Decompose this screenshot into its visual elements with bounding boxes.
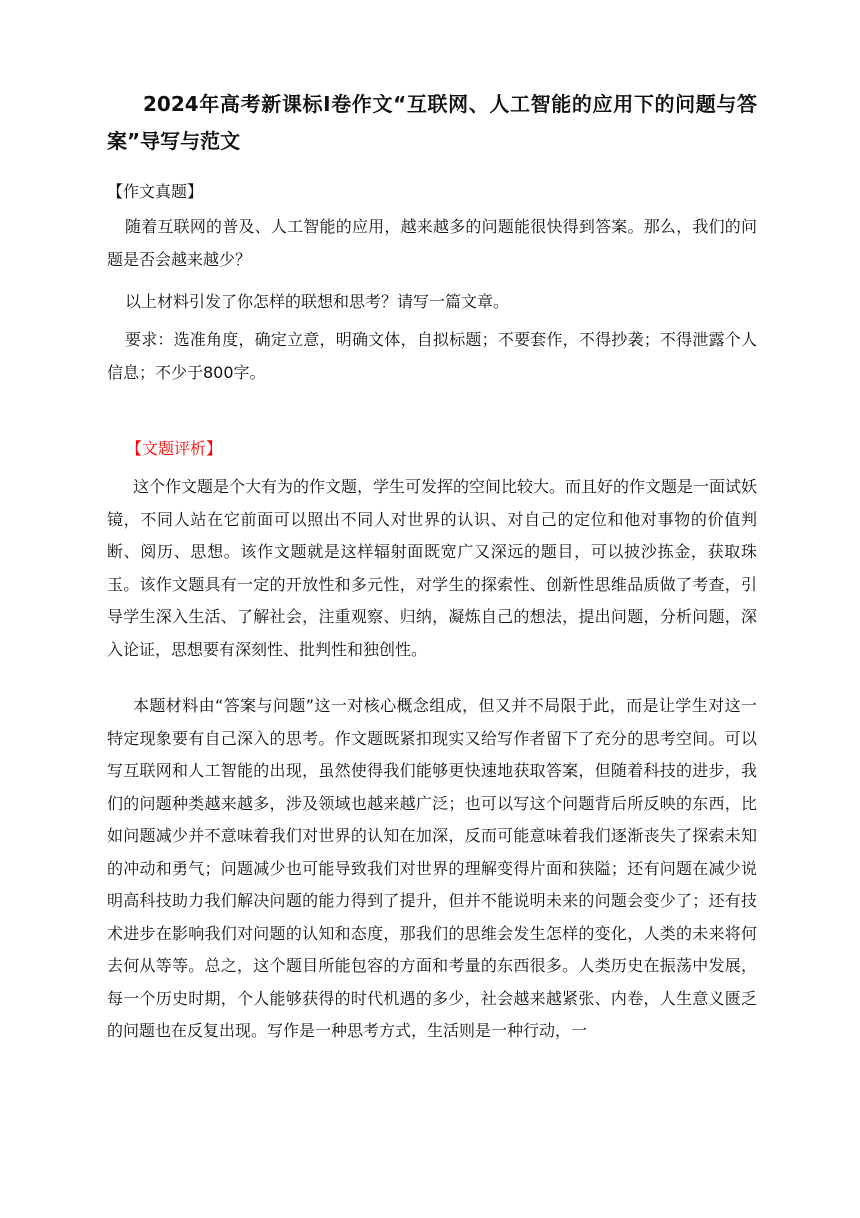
prompt-section-label: 【作文真题】 bbox=[107, 182, 204, 201]
requirements-paragraph: 要求：选准角度，确定立意，明确文体，自拟标题；不要套作，不得抄袭；不得泄露个人信息；不少于800字。 bbox=[107, 330, 757, 382]
analysis-paragraph: 本题材料由“答案与问题”这一对核心概念组成，但又并不局限于此，而是让学生对这一特定现象要有自己深入的思考。作文题既紧扣现实又给写作者留下了充分的思考空间。可以写互联网和人工智能的出现，虽然使得我们能够更快速地获取答案，但随着科技的进步，我们的问题种类越来越多，涉及领域也越来越广泛；也可以写这个问题背后所反映的东西，比如问题减少并不意味着我们对世界的认知在加深，反而可能意味着我们逐渐丧失了探索未知的冲动和勇气；问题减少也可能导致我们对世界的理解变得片面和狭隘；还有问题在减少说明高科技助力我们解决问题的能力得到了提升，但并不能说明未来的问题会变少了；还有技术进步在影响我们对问题的认知和态度，那我们的思维会发生怎样的变化，人类的未来将何去何从等等。总之，这个题目所能包容的方面和考量的东西很多。人类历史在振荡中发展，每一个历史时期，个人能够获得的时代机遇的多少，社会越来越紧张、内卷，人生意义匮乏的问题也在反复出现。写作是一种思考方式，生活则是一种行动，一 bbox=[107, 696, 757, 1040]
analysis-paragraph: 这个作文题是个大有为的作文题，学生可发挥的空间比较大。而且好的作文题是一面试妖镜，不同人站在它前面可以照出不同人对世界的认识、对自己的定位和他对事物的价值判断、阅历、思想。该作文题就是这样辐射面既宽广又深远的题目，可以披沙拣金，获取珠玉。该作文题具有一定的开放性和多元性，对学生的探索性、创新性思维品质做了考查，引导学生深入生活、了解社会，注重观察、归纳，凝炼自己的想法，提出问题，分析问题，深入论证，思想要有深刻性、批判性和独创性。 bbox=[107, 477, 758, 659]
prompt-paragraph: 以上材料引发了你怎样的联想和思考？请写一篇文章。 bbox=[125, 292, 510, 311]
analysis-section-label: 【文题评析】 bbox=[126, 439, 223, 458]
document-title: 2024年高考新课标I卷作文“互联网、人工智能的应用下的问题与答案”导写与范文 bbox=[107, 92, 757, 153]
prompt-paragraph: 随着互联网的普及、人工智能的应用，越来越多的问题能很快得到答案。那么，我们的问题是否会越来越少？ bbox=[107, 217, 757, 269]
